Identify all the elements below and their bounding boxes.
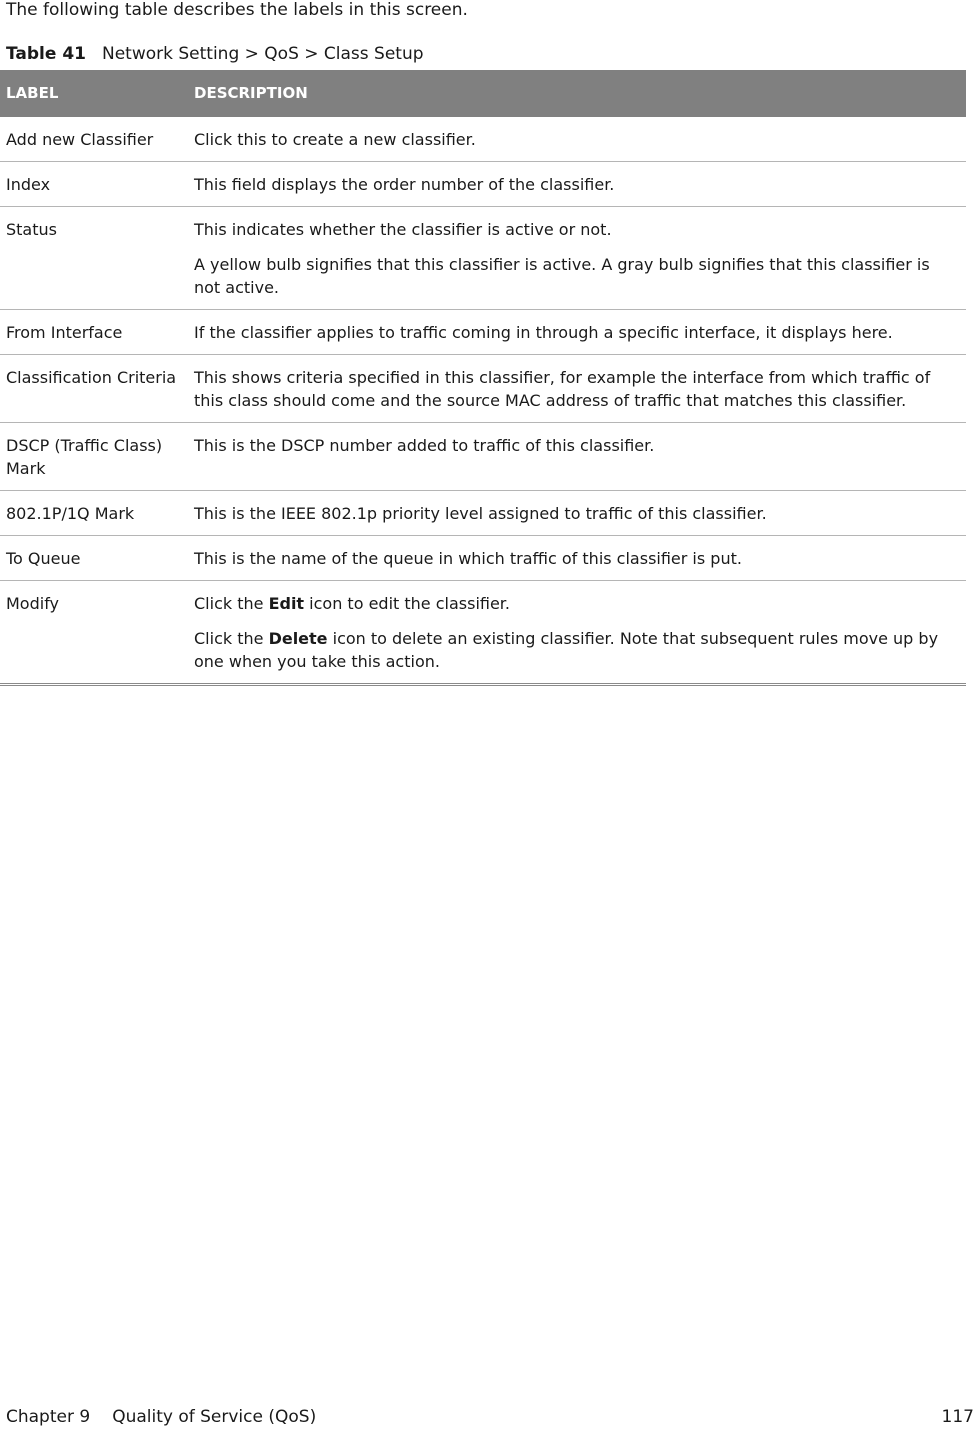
table-row	[0, 355, 966, 423]
row-label: Add new Classifier	[0, 117, 188, 162]
table-row	[0, 491, 966, 536]
row-description	[188, 355, 966, 423]
table-header-row	[0, 70, 966, 117]
row-label: DSCP (Traffic Class) Mark	[0, 423, 188, 491]
description-paragraph	[194, 253, 960, 299]
table-row	[0, 581, 966, 685]
description-paragraph	[194, 434, 960, 457]
description-paragraph	[194, 627, 960, 673]
table-title: Network Setting > QoS > Class Setup	[101, 44, 424, 64]
description-paragraph	[194, 547, 960, 570]
row-label: Modify	[6, 594, 60, 613]
page-footer-chapter	[6, 1405, 316, 1429]
row-description	[188, 162, 966, 207]
table-row	[0, 117, 966, 162]
table-number: Table 41	[6, 44, 86, 64]
table-row	[0, 162, 966, 207]
row-label: From Interface	[0, 310, 188, 355]
row-description	[188, 536, 966, 581]
row-label: Index	[0, 162, 188, 207]
description-text: This indicates whether the classifier is active or not.	[194, 220, 612, 239]
row-description	[188, 581, 966, 685]
row-description	[188, 117, 966, 162]
row-description	[188, 310, 966, 355]
description-paragraph	[194, 502, 960, 525]
row-label: Classification Criteria	[0, 355, 188, 423]
description-paragraph	[194, 218, 960, 241]
row-description	[188, 491, 966, 536]
description-text: This is the name of the queue in which traffic of this classifier is put.	[194, 549, 742, 568]
description-paragraph	[194, 173, 960, 196]
row-label: Status	[0, 207, 188, 310]
table-caption	[6, 42, 424, 66]
row-description	[188, 423, 966, 491]
description-emphasis: Delete	[268, 629, 328, 648]
table-body	[0, 117, 966, 685]
description-text: Click the	[194, 594, 269, 613]
header-description: DESCRIPTION	[188, 70, 966, 117]
row-label: 802.1P/1Q Mark	[0, 491, 188, 536]
chapter-label: Chapter 9	[6, 1407, 91, 1427]
description-paragraph	[194, 592, 960, 615]
description-text: icon to delete an existing classifier. Note that subsequent rules move up by one when you take this action.	[194, 629, 939, 671]
description-emphasis: Edit	[268, 594, 305, 613]
description-paragraph	[194, 128, 960, 151]
header-label: LABEL	[0, 70, 188, 117]
intro-text: The following table describes the labels in this screen.	[6, 0, 468, 20]
row-label: To Queue	[0, 536, 188, 581]
description-paragraph	[194, 366, 960, 412]
table-row	[0, 310, 966, 355]
label-description-table	[0, 70, 966, 686]
description-text: This is the DSCP number added to traffic of this classifier.	[194, 436, 655, 455]
chapter-title: Quality of Service (QoS)	[112, 1407, 317, 1427]
description-text: A yellow bulb signifies that this classifier is active. A gray bulb signifies that this classifier is not active.	[194, 255, 930, 297]
description-text: Click this to create a new classifier.	[194, 130, 476, 149]
page-number: 117	[941, 1407, 974, 1427]
row-description	[188, 207, 966, 310]
description-paragraph	[194, 321, 960, 344]
table-row	[0, 423, 966, 491]
description-text: This field displays the order number of the classifier.	[194, 175, 615, 194]
description-text: Click the	[194, 629, 269, 648]
description-text: This shows criteria specified in this classifier, for example the interface from which traffic of this class should come and the source MAC address of traffic that matches this classifier.	[194, 368, 931, 410]
description-text: icon to edit the classifier.	[304, 594, 510, 613]
description-text: If the classifier applies to traffic coming in through a specific interface, it displays here.	[194, 323, 893, 342]
table-row	[0, 207, 966, 310]
table-row	[0, 536, 966, 581]
description-text: This is the IEEE 802.1p priority level assigned to traffic of this classifier.	[194, 504, 767, 523]
